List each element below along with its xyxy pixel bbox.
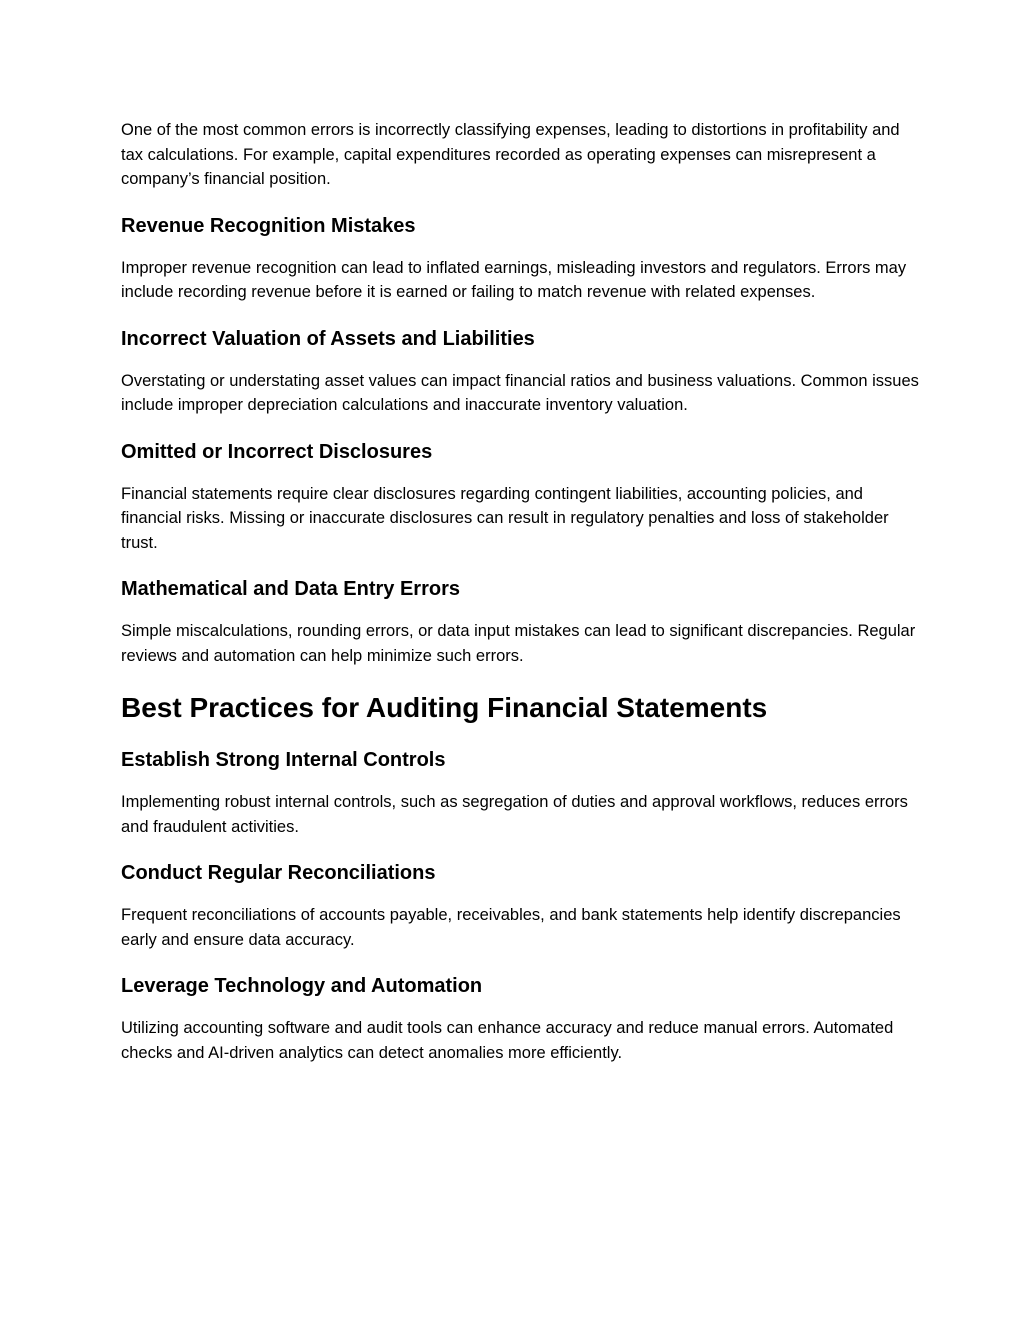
document-page: [121, 118, 921, 1065]
data-entry-errors-heading: Mathematical and Data Entry Errors: [121, 578, 460, 600]
disclosures-heading: Omitted or Incorrect Disclosures: [121, 440, 433, 463]
revenue-recognition-paragraph: Improper revenue recognition can lead to inflated earnings, misleading investors and regulators. Errors may include recording revenue before it is earned or failing to match revenue with related expenses.: [121, 258, 907, 301]
data-entry-errors-paragraph: Simple miscalculations, rounding errors, or data input mistakes can lead to significant discrepancies. Regular reviews and automation can help minimize such errors.: [121, 622, 916, 665]
reconciliations-heading: Conduct Regular Reconciliations: [121, 862, 436, 884]
valuation-heading: Incorrect Valuation of Assets and Liabilities: [121, 327, 535, 350]
intro-paragraph: One of the most common errors is incorrectly classifying expenses, leading to distortions in profitability and tax calculations. For example, capital expenditures recorded as operating expenses can misrepresent a company’s financial position.: [121, 121, 900, 188]
technology-automation-paragraph: Utilizing accounting software and audit tools can enhance accuracy and reduce manual errors. Automated checks and AI-driven analytics can detect anomalies more efficiently.: [121, 1019, 894, 1062]
valuation-paragraph: Overstating or understating asset values can impact financial ratios and business valuations. Common issues include improper depreciation calculations and inaccurate inventory valuation.: [121, 371, 919, 414]
technology-automation-heading: Leverage Technology and Automation: [121, 975, 483, 997]
best-practices-title: Best Practices for Auditing Financial Statements: [121, 692, 768, 723]
reconciliations-paragraph: Frequent reconciliations of accounts payable, receivables, and bank statements help identify discrepancies early and ensure data accuracy.: [121, 906, 901, 949]
internal-controls-paragraph: Implementing robust internal controls, such as segregation of duties and approval workflows, reduces errors and fraudulent activities.: [121, 793, 908, 836]
disclosures-paragraph: Financial statements require clear disclosures regarding contingent liabilities, accounting policies, and financial risks. Missing or inaccurate disclosures can result in regulatory penalties and loss of stakeholder trust.: [121, 484, 889, 552]
revenue-recognition-heading: Revenue Recognition Mistakes: [121, 214, 416, 237]
internal-controls-heading: Establish Strong Internal Controls: [121, 749, 446, 771]
